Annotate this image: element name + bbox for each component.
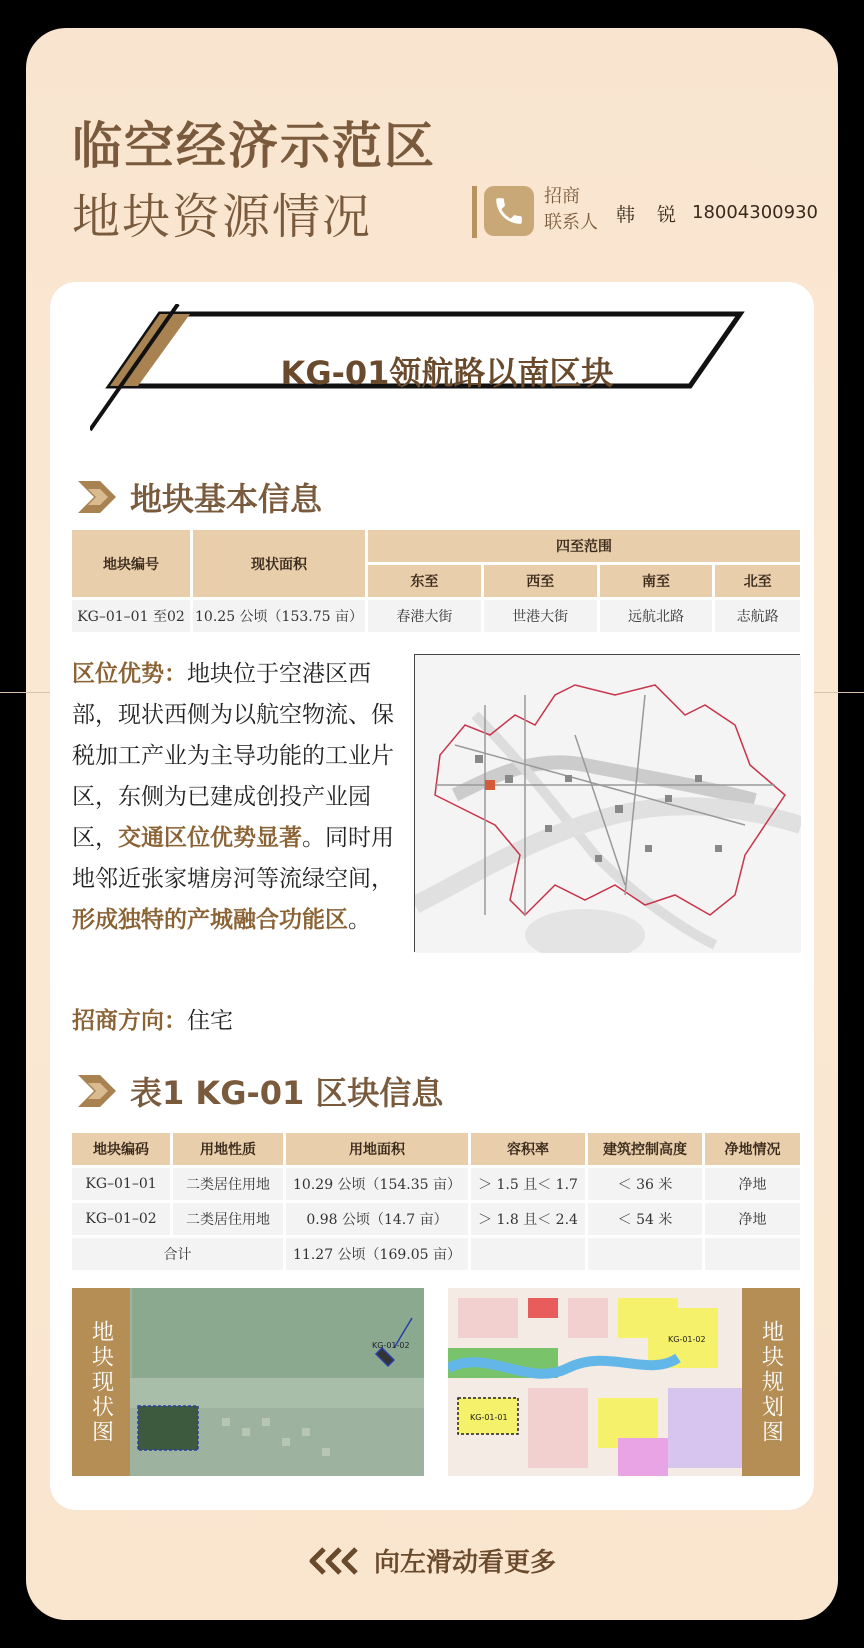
table-total-row (72, 1238, 800, 1270)
swipe-hint[interactable] (0, 1542, 864, 1579)
table-cell (705, 1238, 800, 1270)
block-info-table (69, 1130, 803, 1273)
table-subheader: 北至 (715, 565, 800, 597)
tab-current-status[interactable]: 地块现状图 (72, 1288, 130, 1476)
map-tag: KG-01-01 (470, 1413, 508, 1422)
location-advantage-text: 区位优势：地块位于空港区西部，现状西侧为以航空物流、保税加工产业为主导功能的工业片区，东侧为已建成创投产业园区，交通区位优势显著。同时用地邻近张家塘房河等流绿空间，形成独特的产城融合功能区。 (72, 661, 394, 933)
table-cell (588, 1238, 702, 1270)
table-header: 容积率 (471, 1133, 585, 1165)
contact-divider (472, 186, 477, 238)
table-cell: 春港大街 (368, 600, 481, 632)
table-cell: 0.98 公顷（14.7 亩） (286, 1203, 468, 1235)
table-subheader: 南至 (600, 565, 713, 597)
table-cell: 远航北路 (600, 600, 713, 632)
table-subheader: 西至 (484, 565, 597, 597)
contact-name: 韩 锐 (616, 204, 685, 226)
investment-direction: 招商方向：住宅 (72, 1008, 233, 1034)
location-map (414, 654, 800, 952)
table-header: 建筑控制高度 (588, 1133, 702, 1165)
table-row (72, 1168, 800, 1200)
table-subheader: 东至 (368, 565, 481, 597)
table-cell: ＞ 1.8 且＜ 2.4 (471, 1203, 585, 1235)
table-cell: KG–01–01 至02 (72, 600, 190, 632)
table-cell: 世港大街 (484, 600, 597, 632)
table-cell (471, 1238, 585, 1270)
tab-planning[interactable]: 地块规划图 (742, 1288, 800, 1476)
page-title: 临空经济示范区 (72, 117, 436, 175)
table-header: 地块编号 (72, 530, 190, 597)
block-title: KG-01领航路以南区块 (280, 354, 614, 392)
table-cell: 11.27 公顷（169.05 亩） (286, 1238, 468, 1270)
table-cell: 二类居住用地 (173, 1168, 283, 1200)
table-cell: 10.29 公顷（154.35 亩） (286, 1168, 468, 1200)
table-cell: 志航路 (715, 600, 800, 632)
contact-label: 招商 联系人 (544, 186, 598, 233)
section-basic-info-heading: 地块基本信息 (78, 474, 322, 520)
table-header: 地块编码 (72, 1133, 170, 1165)
table-cell: 10.25 公顷（153.75 亩） (193, 600, 365, 632)
table-cell: KG–01–01 (72, 1168, 170, 1200)
section-block-info-heading: 表1 KG-01 区块信息 (78, 1068, 443, 1114)
table-header: 现状面积 (193, 530, 365, 597)
table-cell: KG–01–02 (72, 1203, 170, 1235)
chevrons-left-icon (308, 1546, 364, 1576)
table-header: 净地情况 (705, 1133, 800, 1165)
swipe-hint-label: 向左滑动看更多 (373, 1548, 556, 1578)
phone-icon[interactable] (484, 186, 534, 236)
table-cell: 净地 (705, 1168, 800, 1200)
table-header: 四至范围 (368, 530, 800, 562)
table-row (72, 600, 800, 632)
table-cell: 净地 (705, 1203, 800, 1235)
table-cell: ＜ 54 米 (588, 1203, 702, 1235)
basic-info-table (69, 527, 803, 635)
table-cell: ＞ 1.5 且＜ 1.7 (471, 1168, 585, 1200)
chevron-icon (78, 481, 116, 513)
chevron-icon (78, 1075, 116, 1107)
page-subtitle: 地块资源情况 (72, 189, 373, 245)
table-row (72, 1203, 800, 1235)
table-cell: 合计 (72, 1238, 283, 1270)
contact-phone[interactable]: 18004300930 (692, 202, 818, 223)
map-tag: KG-01-02 (372, 1341, 410, 1350)
table-header: 用地面积 (286, 1133, 468, 1165)
table-cell: ＜ 36 米 (588, 1168, 702, 1200)
table-header: 用地性质 (173, 1133, 283, 1165)
table-cell: 二类居住用地 (173, 1203, 283, 1235)
map-tag: KG-01-02 (668, 1335, 706, 1344)
